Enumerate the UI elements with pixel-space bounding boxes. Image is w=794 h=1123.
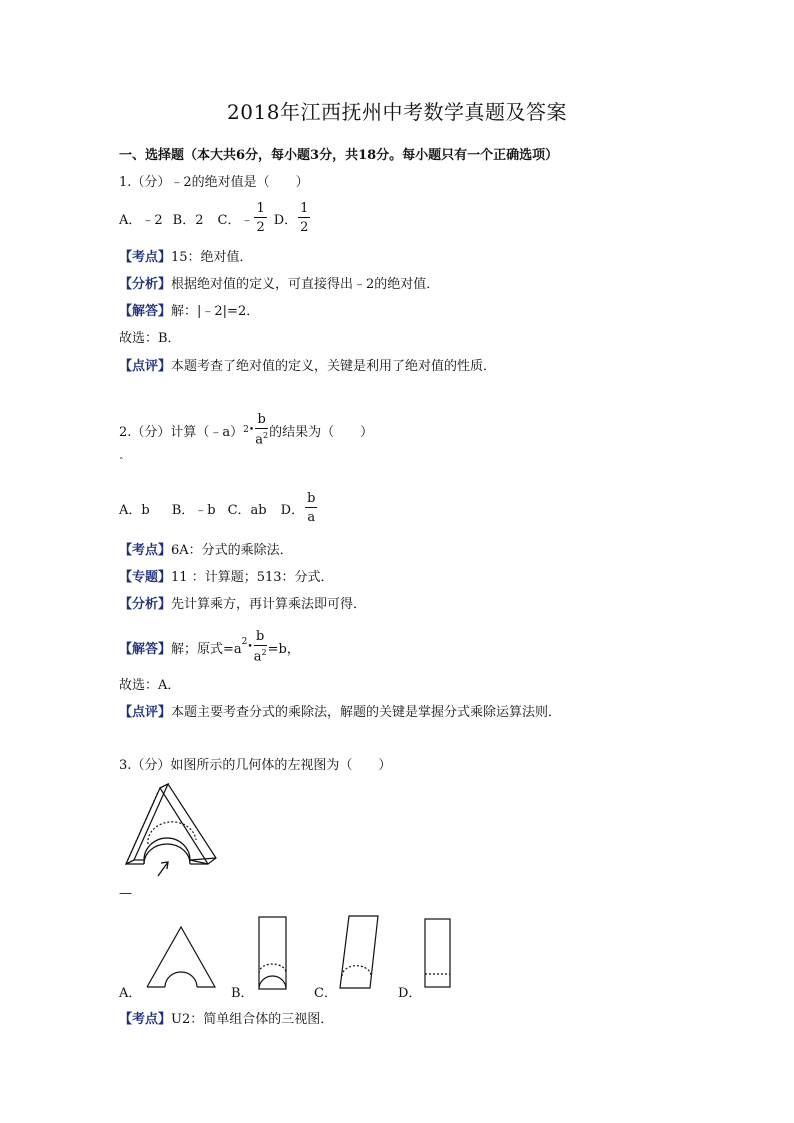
q2-jieda-den-exp: 2 — [261, 648, 267, 658]
q1-option-d-denominator: 2 — [300, 220, 309, 235]
q3-option-d-label: D． — [398, 986, 422, 1001]
q1-jieda-tag: 【解答】 — [119, 304, 172, 319]
q2-fenxi — [119, 593, 366, 612]
q2-stem-prefix: 2.（分）计算（﹣a） — [119, 424, 244, 440]
q2-jieda-fraction — [254, 630, 267, 663]
q2-option-b: B．﹣b — [171, 502, 216, 518]
q2-option-d-prefix: D． — [280, 502, 305, 518]
q2-zhuanti-text: 11 ：计算题；513：分式． — [171, 570, 334, 585]
q2-jieda-exponent: 2 — [241, 637, 248, 647]
q2-fenxi-tag: 【分析】 — [119, 597, 172, 612]
q3-option-d-figure — [424, 918, 452, 990]
q2-option-d-fraction — [305, 492, 317, 524]
q1-fenxi-text: 根据绝对值的定义，可直接得出﹣2的绝对值． — [171, 277, 440, 292]
q1-kaodian-text: 15：绝对值． — [171, 250, 253, 265]
q2-jieda-prefix: 解；原式=a — [171, 641, 242, 657]
q1-jieda-text: 解：|﹣2|=2． — [171, 304, 260, 319]
q2-caret: ˆ — [119, 458, 124, 468]
q1-option-d-prefix: D． — [273, 212, 298, 228]
q2-stem-numerator: b — [255, 413, 268, 429]
q3-option-b-label: B． — [231, 986, 254, 1001]
q2-kaodian-text: 6A：分式的乘除法． — [171, 543, 293, 558]
q2-answer: 故选：A． — [119, 678, 181, 693]
q2-stem — [119, 408, 373, 452]
q2-kaodian-tag: 【考点】 — [119, 543, 172, 558]
q2-jieda-numerator: b — [254, 630, 267, 646]
q3-kaodian-text: U2：简单组合体的三视图． — [171, 1012, 334, 1027]
q3-option-c-label: C． — [314, 986, 337, 1001]
q1-kaodian — [119, 246, 253, 265]
q2-option-d-numerator: b — [307, 491, 316, 506]
q1-option-d-numerator: 1 — [300, 201, 309, 216]
page-title: 2018年江西抚州中考数学真题及答案 — [227, 100, 567, 124]
q3-geometry-figure — [118, 780, 228, 880]
q2-stem-suffix: 的结果为（ ） — [269, 424, 374, 440]
q3-dash: — — [119, 886, 132, 901]
q1-option-c-prefix: C．﹣ — [217, 212, 254, 228]
q1-option-b: B．2 — [172, 212, 204, 228]
q2-stem-exponent: 2 — [243, 425, 249, 435]
q3-kaodian — [119, 1008, 333, 1027]
q3-stem: 3.（分）如图所示的几何体的左视图为（ ） — [119, 758, 392, 773]
q1-option-c-numerator: 1 — [256, 201, 265, 216]
q2-stem-fraction — [255, 413, 268, 446]
q2-zhuanti — [119, 566, 334, 585]
q2-stem-den-exp: 2 — [262, 431, 269, 441]
q1-kaodian-tag: 【考点】 — [119, 250, 172, 265]
q2-option-c: C．ab — [227, 502, 267, 518]
q1-dianping-tag: 【点评】 — [119, 359, 172, 374]
q2-stem-denominator — [255, 429, 268, 446]
section-heading: 一、选择题（本大共6分，每小题3分，共18分。每小题只有一个正确选项） — [119, 148, 559, 163]
q2-jieda-denominator — [254, 646, 267, 663]
q1-option-d-fraction — [298, 202, 310, 234]
q1-dianping — [119, 355, 496, 374]
q2-dianping-tag: 【点评】 — [119, 705, 172, 720]
q1-option-a: A．﹣2 — [119, 212, 163, 228]
q3-option-a-figure — [145, 925, 217, 989]
q2-option-a: A．b — [119, 502, 150, 518]
q2-stem-dot: • — [248, 425, 255, 435]
q3-kaodian-tag: 【考点】 — [119, 1012, 172, 1027]
q2-jieda — [119, 625, 300, 669]
q2-zhuanti-tag: 【专题】 — [119, 570, 172, 585]
q1-options — [119, 200, 311, 236]
q2-jieda-den-base: a — [253, 649, 262, 665]
q2-kaodian — [119, 539, 293, 558]
q2-dianping — [119, 701, 561, 720]
q1-answer: 故选：B． — [119, 331, 181, 346]
q1-fenxi-tag: 【分析】 — [119, 277, 172, 292]
q1-dianping-text: 本题考查了绝对值的定义，关键是利用了绝对值的性质． — [171, 359, 497, 374]
q2-stem-den-base: a — [255, 432, 263, 448]
q1-stem: 1.（分）﹣2的绝对值是（ ） — [119, 175, 309, 190]
q2-options — [119, 488, 318, 528]
q3-option-c-figure — [338, 914, 380, 992]
q2-jieda-suffix: =b， — [267, 641, 300, 657]
q1-fenxi — [119, 273, 439, 292]
q3-option-b-figure — [258, 916, 288, 992]
q2-option-d-denominator: a — [307, 510, 316, 525]
q2-jieda-dot: • — [247, 642, 253, 652]
q2-dianping-text: 本题主要考查分式的乘除法，解题的关键是掌握分式乘除运算法则． — [171, 705, 562, 720]
q2-jieda-tag: 【解答】 — [119, 641, 172, 657]
q1-option-c-denominator: 2 — [256, 220, 265, 235]
q1-jieda — [119, 300, 259, 319]
q1-option-c-fraction — [254, 202, 266, 234]
q3-option-a-label: A． — [119, 986, 142, 1001]
q2-fenxi-text: 先计算乘方，再计算乘法即可得． — [171, 597, 367, 612]
